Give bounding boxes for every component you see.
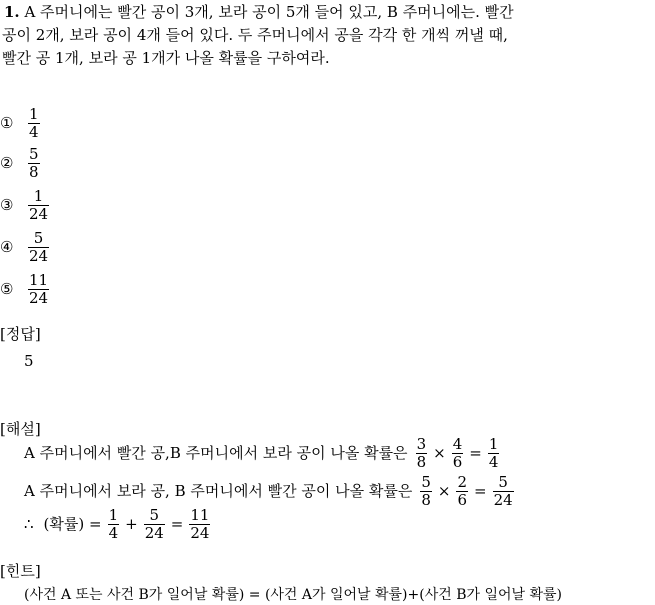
explanation-text: A 주머니에서 빨간 공,B 주머니에서 보라 공이 나올 확률은: [24, 444, 408, 462]
choice-fraction: [28, 272, 49, 307]
choice-mark: ⑤: [0, 280, 14, 298]
question-text-1: A 주머니에는 빨간 공이 3개, 보라 공이 5개 들어 있고, B 주머니에는. 빨간: [24, 3, 514, 21]
choice-fraction: [28, 188, 49, 223]
choice-3[interactable]: [0, 185, 51, 225]
explanation-line-3: [24, 504, 212, 544]
fraction: [452, 436, 464, 471]
question-number: 1.: [4, 3, 20, 21]
explanation-text: (확률) =: [43, 515, 102, 533]
denominator: 24: [29, 288, 49, 307]
choice-2[interactable]: [0, 143, 42, 183]
fraction: [420, 474, 432, 509]
denominator: 24: [190, 523, 210, 542]
choice-4[interactable]: [0, 227, 51, 267]
choice-mark: ③: [0, 196, 14, 214]
choice-1[interactable]: [0, 103, 42, 143]
denominator: 4: [488, 452, 499, 471]
answer-label: [정답]: [0, 325, 41, 343]
fraction: [493, 474, 514, 509]
denominator: 6: [452, 452, 463, 471]
denominator: 6: [457, 490, 467, 509]
times-sign: ×: [437, 482, 451, 500]
denominator: 24: [29, 246, 49, 265]
fraction: [189, 507, 210, 542]
choice-mark: ②: [0, 154, 14, 172]
fraction: [416, 436, 428, 471]
choice-fraction: [28, 146, 40, 181]
explanation-label: [해설]: [0, 420, 41, 438]
denominator: 8: [416, 452, 427, 471]
equals-sign: =: [474, 482, 487, 500]
numerator: 2: [457, 472, 467, 491]
numerator: 4: [452, 434, 463, 453]
choice-5[interactable]: [0, 269, 51, 309]
numerator: 5: [29, 144, 39, 163]
plus-sign: +: [125, 515, 138, 533]
numerator: 5: [498, 472, 508, 491]
denominator: 8: [29, 162, 39, 181]
numerator: 1: [33, 186, 44, 205]
numerator: 5: [33, 228, 44, 247]
denominator: 24: [493, 490, 513, 509]
numerator: 1: [108, 505, 119, 524]
numerator: 11: [190, 505, 210, 524]
explanation-line-1: [24, 433, 501, 473]
numerator: 11: [29, 270, 49, 289]
question-line-1: [4, 2, 514, 22]
numerator: 3: [416, 434, 427, 453]
explanation-text: A 주머니에서 보라 공, B 주머니에서 빨간 공이 나올 확률은: [24, 482, 413, 500]
equals-sign: =: [170, 515, 184, 533]
choice-mark: ①: [0, 114, 14, 132]
numerator: 5: [149, 505, 160, 524]
hint-label: [힌트]: [0, 562, 41, 580]
choice-fraction: [28, 230, 49, 265]
denominator: 24: [29, 204, 49, 223]
denominator: 8: [421, 490, 431, 509]
numerator: 1: [29, 104, 39, 123]
numerator: 5: [421, 472, 431, 491]
denominator: 4: [108, 523, 119, 542]
question-line-3: 빨간 공 1개, 보라 공 1개가 나올 확률을 구하여라.: [2, 49, 330, 67]
fraction: [488, 436, 500, 471]
denominator: 4: [29, 122, 39, 141]
hint-text: (사건 A 또는 사건 B가 일어날 확률) = (사건 A가 일어날 확률)+(사건 B가 일어날 확률): [24, 587, 563, 603]
fraction: [108, 507, 120, 542]
fraction: [456, 474, 468, 509]
choice-fraction: [28, 106, 40, 141]
answer-value: 5: [24, 352, 34, 370]
question-line-2: 공이 2개, 보라 공이 4개 들어 있다. 두 주머니에서 공을 각각 한 개씩 꺼낼 때,: [2, 26, 508, 44]
therefore-symbol: ∴: [24, 515, 34, 533]
equals-sign: =: [469, 444, 482, 462]
fraction: [144, 507, 165, 542]
numerator: 1: [488, 434, 499, 453]
times-sign: ×: [433, 444, 446, 462]
choice-mark: ④: [0, 238, 14, 256]
denominator: 24: [144, 523, 164, 542]
